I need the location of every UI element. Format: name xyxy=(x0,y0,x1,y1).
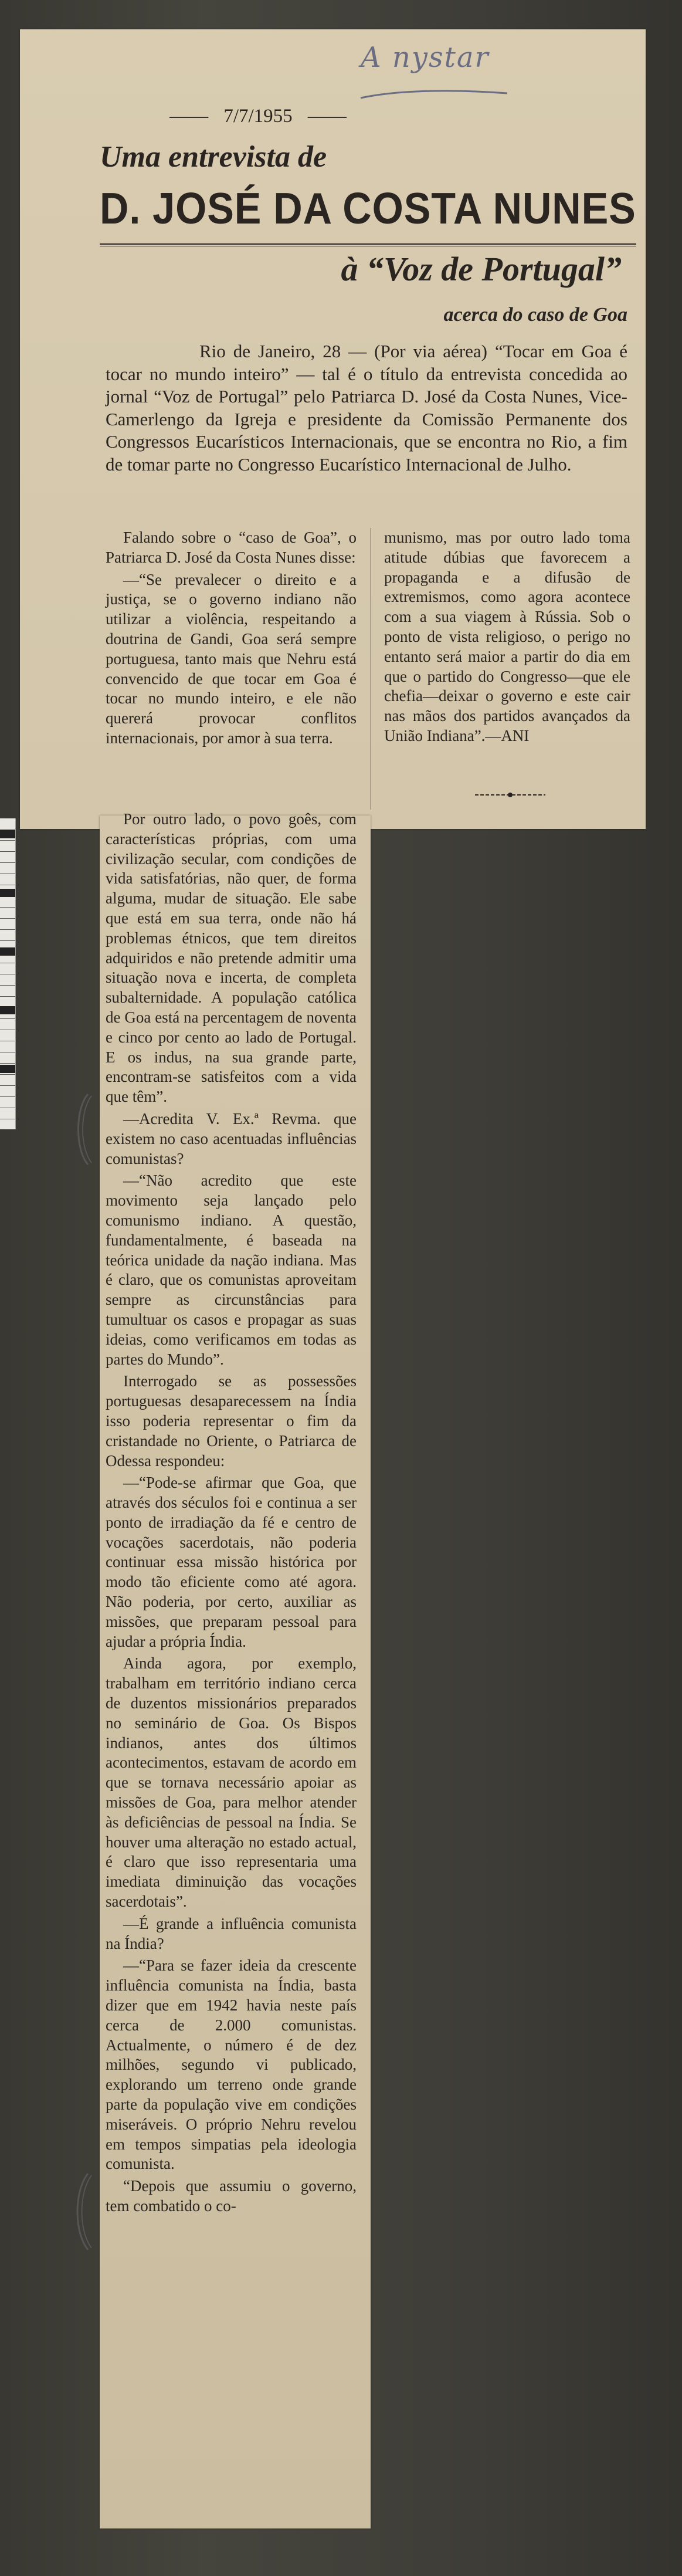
pencil-bracket-mark xyxy=(70,1091,94,1167)
article-paragraph: —“Se prevalecer o direito e a justiça, se o governo indiano não utilizar a violência, respeitando a doutrina de Gandi, Goa será sempre portuguesa, tanto mais que Nehru está convencido de que tocar em Goa é tocar no mundo inteiro, e ele não quererá provocar conflitos internacionais, por amor à sua terra. xyxy=(106,570,357,747)
article-paragraph: —“Pode-se afirmar que Goa, que através dos séculos foi e continua a ser ponto de irradiação da fé e centro de vocações sacerdotais, não poderia continuar essa missão histórica por modo tão eficiente como até agora. Não poderia, por certo, auxiliar as missões, que preparam pessoal para ajudar a própria Índia. xyxy=(106,1474,357,1650)
ruler-block xyxy=(0,830,15,838)
ruler-block xyxy=(0,889,15,897)
ruler-block xyxy=(0,1065,15,1073)
headline-rule xyxy=(100,243,636,245)
end-ornament xyxy=(475,792,545,798)
article-paragraph: Por outro lado, o povo goês, com características próprias, com uma civilização secular, com condições de vida satisfatórias, não quer, de forma alguma, mudar de situação. Ele sabe que está em sua terra, onde não há problemas étnicos, que tem direitos adquiridos e não pretende admitir uma situação nova e incerta, de completa subalternidade. A população católica de Goa está na percentagem de noventa e cinco por cento ao lado de Portugal. E os indus, na sua grande parte, encontram-se satisfeitos com a vida que têm”. xyxy=(106,810,357,1106)
headline: D. JOSÉ DA COSTA NUNES xyxy=(100,184,636,233)
article-paragraph: munismo, mas por outro lado toma atitude dúbias que favorecem a propaganda e a difusão de extremismos, como agora acontece com a sua viagem à Rússia. Sob o ponto de vista religioso, o perigo no entanto será maior a partir do dia em que o partido do Congresso—que ele chefia—deixar o governo e este cair nas mãos dos partidos avançados da União Indiana”.—ANI xyxy=(384,529,630,744)
article-paragraph: —“Não acredito que este movimento seja lançado pelo comunismo indiano. A questão, fundamentalmente, é baseada na teórica unidade da nação indiana. Mas é claro, que os comunistas aproveitam sempre as circunstâncias para tumultuar os casos e propagar as suas ideias, como verificamos em todas as partes do Mundo”. xyxy=(106,1172,357,1368)
headline-kicker: Uma entrevista de xyxy=(100,140,327,174)
article-paragraph: —“Para se fazer ideia da crescente influência comunista na Índia, basta dizer que em 1942 havia neste país cerca de 2.000 comunistas. Actualmente, o número é de dez milhões, segundo vi publicado, explorando um terreno onde grande parte da população vive em condições miseráveis. O próprio Nehru revelou em tempos simpatias pela ideologia comunista. xyxy=(106,1956,357,2173)
publication-date xyxy=(141,106,375,131)
article-paragraph: “Depois que assumiu o governo, tem combatido o co- xyxy=(106,2177,357,2215)
date-dash-right: —— xyxy=(307,106,347,127)
article-paragraph: Ainda agora, por exemplo, trabalham em território indiano cerca de duzentos missionários preparados no seminário de Goa. Os Bispos indianos, antes dos últimos acontecimentos, estavam de acordo em que se tornava necessário apoiar as missões de Goa, para melhor atender às deficiências de pessoal na Índia. Se houver uma alteração no estado actual, é claro que isso representaria uma imediata diminuição das vocações sacerdotais”. xyxy=(106,1654,357,1911)
right-column xyxy=(384,528,630,749)
article-paragraph: Interrogado se as possessões portuguesas desaparecessem na Índia isso poderia representar o fim da cristandade no Oriente, o Patriarca de Odessa respondeu: xyxy=(106,1372,357,1470)
pencil-bracket-mark xyxy=(70,2171,94,2253)
scale-ruler xyxy=(0,818,16,1129)
sub-headline: à “Voz de Portugal” xyxy=(341,250,622,288)
left-column xyxy=(106,810,357,2219)
date-dash-left: —— xyxy=(169,106,209,127)
ruler-block xyxy=(0,947,15,956)
sub-byline: acerca do caso de Goa xyxy=(443,304,627,326)
handwritten-underline xyxy=(358,85,510,103)
article-paragraph: —Acredita V. Ex.ª Revma. que existem no caso acentuadas influências comunistas? xyxy=(106,1109,357,1167)
ruler-block xyxy=(0,1006,15,1014)
article-paragraph: Falando sobre o “caso de Goa”, o Patriarca D. José da Costa Nunes disse: xyxy=(106,529,357,566)
date-text: 7/7/1955 xyxy=(223,106,293,127)
lead-paragraph: Rio de Janeiro, 28 — (Por via aérea) “Tocar em Goa é tocar no mundo inteiro” — tal é o título da entrevista concedida ao jornal “Voz de Portugal” pelo Patriarca D. José da Costa Nunes, Vice-Camerlengo da Igreja e presidente da Comissão Permanente dos Congressos Eucarísticos Internacionais, que se encontra no Rio, a fim de tomar parte no Congresso Eucarístico Internacional de Julho. xyxy=(106,341,627,475)
left-column-top xyxy=(106,528,357,749)
article-paragraph: —É grande a influência comunista na Índia? xyxy=(106,1914,357,1952)
handwritten-annotation: A nystar xyxy=(361,41,490,74)
